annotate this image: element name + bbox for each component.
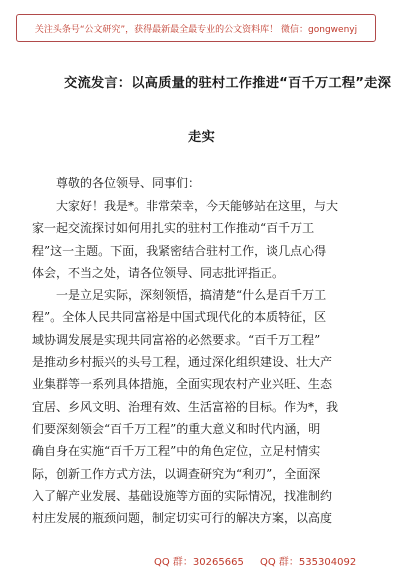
- body-line: 宜居、乡风文明、治理有效、生活富裕的目标。作为*，我: [32, 399, 339, 414]
- body-line: 确自身在实施“百千万工程”中的角色定位，立足村情实: [32, 444, 321, 459]
- body-line: 业集群等一系列具体措施，全面实现农村产业兴旺、生态: [32, 377, 333, 392]
- body-line: 程”这一主题。下面，我紧密结合驻村工作，谈几点心得: [32, 243, 327, 258]
- body-line: 们要深刻领会“百千万工程”的重大意义和时代内涵，明: [32, 421, 321, 436]
- body-line: 大家好！我是*。非常荣幸，今天能够站在这里，与大: [56, 199, 339, 213]
- header-banner: [16, 14, 376, 42]
- body-line: 村庄发展的瓶颈问题，制定切实可行的解决方案，以高度: [32, 511, 333, 526]
- document-title-line-1: 交流发言：以高质量的驻村工作推进“百千万工程”走深: [64, 76, 392, 91]
- body-line: 入了解产业发展、基础设施等方面的实际情况，找准制约: [32, 488, 333, 503]
- body-line: 一是立足实际，深刻领悟，搞清楚“什么是百千万工: [56, 288, 327, 303]
- body-line: 程”。全体人民共同富裕是中国式现代化的本质特征，区: [32, 310, 327, 325]
- banner-text: 关注头条号“公文研究”，获得最新最全最专业的公文资料库！ 微信：gongwenyj: [34, 24, 358, 35]
- body-line: 际，创新工作方式方法，以调查研究为“利刃”，全面深: [32, 466, 321, 481]
- greeting: 尊敬的各位领导、同事们：: [56, 176, 201, 190]
- body-line: 体会，不当之处，请各位领导、同志批评指正。: [32, 265, 285, 280]
- document-title-line-2: 走实: [188, 130, 215, 145]
- footer-qq-group-1: QQ 群：30265665: [154, 557, 244, 568]
- body-paragraphs: [32, 195, 356, 529]
- body-line: 是推动乡村振兴的头号工程，通过深化组织建设、壮大产: [32, 355, 333, 370]
- body-line: 域协调发展是实现共同富裕的必然要求。“百千万工程”: [32, 332, 321, 347]
- footer-qq-group-2: QQ 群：535304092: [260, 557, 357, 568]
- body-line: 家一起交流探讨如何用扎实的驻村工作推动“百千万工: [32, 221, 315, 236]
